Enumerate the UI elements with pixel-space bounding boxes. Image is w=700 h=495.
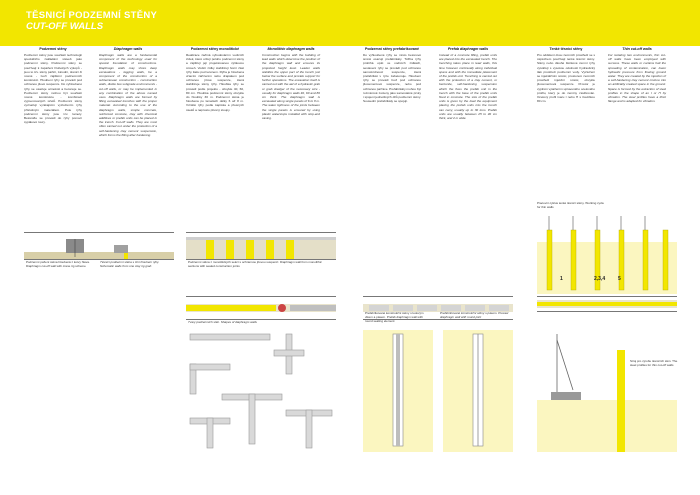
column-prefabrikovane <box>363 47 421 103</box>
diagram-joint-strip <box>186 296 336 320</box>
diagram-crane-rig <box>24 232 174 260</box>
column-monoliticke <box>186 47 244 112</box>
caption-prefab-round: Prefabrikované konstrukční stěny s kulovým vlkem a pásem. Prefab diaphragm wall with round sealing element <box>365 311 424 323</box>
diagram-wall-shapes <box>186 330 336 452</box>
page-subtitle: CUT-OFF WALLS <box>26 21 104 32</box>
column-heading: Thin cut-off walls <box>622 47 652 51</box>
column-text: Podzemní stěny jsou součástí technologií speciálního zakládání staveb jako podzemní stěny. Podzemní stěny se používají k zapažení hlubokých výkopů - jsou to tzv. stěny pažicí, zárodní, těsnicí či nosné - tvoří zajištění podzemních konstrukcí. Hloubení rýhy se provádí pod ochranou jílové suspenze. Do vyhloubené rýhy se osazuje armokoš a betonuje se. Podzemní stěny mohou být součástí nosné konstrukce - kombinaci vyjmenovaných účelů. Podzemní stěny vyznačují vynikajícím vyztužením rýhy příslušným materiálem. Pole rýhy podzemní stěny jsou tzv. lamely. Betonáže se provádí do rýhy pomocí sypákové roury. <box>24 52 82 125</box>
page-title: TĚSNICÍ PODZEMNÍ STĚNY <box>26 10 158 21</box>
diagram-monolithic-panels <box>186 232 336 260</box>
column-monolithic <box>262 47 320 120</box>
caption-crane-rig: Podzemní pažení stěna hloubená z kotvy hlava. Diaphragm cut-off wall with crane rig scheme <box>26 260 90 268</box>
stage-label-5: 5 <box>618 276 621 282</box>
caption-shapes: Tvary podzemních stěn. Shapes of diaphragm walls <box>188 320 257 324</box>
caption-thin-steel: Stroj pro výrobu těsnících stěn. The steel profiles for thin cut-off walls <box>630 359 678 367</box>
column-heading: Diaphragm walls <box>113 47 143 51</box>
column-heading: Podzemní stěny prefabrikované <box>364 47 420 51</box>
column-heading: Monolithic diaphragm walls <box>267 47 315 51</box>
column-heading: Tenké těsnící stěny <box>549 47 583 51</box>
stage-label-1: 1 <box>560 276 563 282</box>
diagram-working-cycle <box>537 212 677 294</box>
column-text: For isolating two environments, thin cut-off walls have been employed with success. These walls or curtains halt the spreading of contamination, can lower hydraulic pressure from flowing ground water. They are created by the injection of a self-hardening clay cement mixture into an artificially created space in the ground. Space is formed by the extraction of steel profiles in the shape of an I or H by vibration. The steel profiles have a thick flange and is adapted for vibration. <box>608 52 666 104</box>
column-heading: Podzemní stěny monolitické <box>190 47 240 51</box>
diagram-prefab-sections <box>363 330 513 452</box>
column-text: Realizace začíná vybudováním vodících zídek, které určují polohu podzemní stěny a zajišťují její projektovanou výškovou úroveň. Vodicí zídky stabilizují horní část rýhy tlaku pod terénem. Rýha je hloubena vrtacím zařízením nebo drapákem pod ochranou jílové suspenze, která stabilizuje stěny rýhy. Hloubka rýhy se provádí podle projektu - obvykle 40, 60, 80 cm. Hloubka podzemní stěny obvykle do hloubky 30 m. Podzemní stěna je hloubena po lamelách délky 6 až 8 m. Vzniklé rýhy podle kapitola a přesných úseků a naprosto přesný sloupy. <box>186 52 244 112</box>
column-tenke <box>537 47 595 103</box>
caption-working-cycle: Pracovní cyklus tenké těsnící stěny. Working cycle for thin walls <box>537 201 604 209</box>
caption-monolithic: Podzemní stěna z monolitických sekcí s ochrannou jílovou suspenzí. Diaphragm wall from monolithic sections with sealed construction joints <box>188 260 322 268</box>
column-thin <box>608 47 666 103</box>
column-podzemni-steny <box>24 47 82 124</box>
column-heading: Prefab diaphragm walls <box>447 47 489 51</box>
caption-prefab-joint: Prefabrikované konstrukční stěny s pásem. Precast diaphragm wall with round joint <box>440 311 509 319</box>
stage-label-2-3-4: 2,3,4 <box>594 276 606 282</box>
caption-grab: Těsnicí podzemní stěna s činí hloubení rýhy. Schematic walls from one clay rig grab <box>100 260 160 268</box>
diagram-thin-wall-rig <box>537 330 677 452</box>
column-diaphragm-walls <box>99 47 157 137</box>
column-text: Pro oddělení dvou zemních prostředí se s úspěchem používají tenké těsnící stěny. Stěny nebo dlouhé štěrkové zemní rýhy vytvářejí s vysokou odolností hydraulický tlak prostředí podzemní vody. Vyztužení se injektážním směsí, prostorem zemních prostředí injekční směsí, obvykle jílocementová suspenze. Prostor je vyplněn vytažením upraveného ocelového profilu, který je do zeminy zavibrován. Ocelový profil tvaru I nebo H s tloušťkou 80 cm. <box>537 52 595 104</box>
column-text: Construction begins with the building of lead walls which determine the position of the diaphragm wall and ensures its projected height level. Leader walls stabilize the upper part of the trench just below the surface and provide support for further operations. The excavation itself is carried out with the aid of a hydraulic grab or grab dredger of the necessary size - usually for diaphragm walls 40, 60 and 80 cm thick. The diaphragm wall is excavated along single panels of 6 to 8 m. The water tightness of the joints between the single panels is ensured by using plastic waterstops installed with stop-end casing. <box>262 52 320 120</box>
column-heading: Podzemní stěny <box>39 47 67 51</box>
diagram-thin-strip <box>537 296 677 312</box>
column-text: Do vyhloubené rýhy se místo betonové směsi osazují prefabrikáty. Těžba rýhy probíhá opět ve vodících zídkách, sestavení rýhy se provádí pod ochranou samotvrdnoucí suspenze, která prefabrikát v rýze zabetonuje. Hloubení rýhy se provádí buď pod ochranou jílocementové suspenze, nebo pod ochranou pažnice. Prefabrikáty mohou být rozměrově zvoleny jako samostatné prvky i spojení jednotlivých dílů podzemní stěny. Sousední prefabrikáty se spojují. <box>363 52 421 104</box>
column-text: Diaphragm walls are a fundamental component of the technology used for special foundation of constructions. Diaphragm walls may shore deep excavations - lagging walls, be a component of the construction of a subterranean construction - construction walls, divide two subgrade environments - cut-off walls, or may be implemented in any combination of the above named uses. Diaphragm walls are formed by filling excavated trenches with the proper material. According to the use of the diaphragm walls, simple concrete, reinforced concrete, clay with chemical additives or prefab units can be placed in the trench. Cut-off walls. They are most often carried out under the protection of a self-hardening clay cement suspension, which forms the filling after hardening. <box>99 52 157 137</box>
header-band <box>0 0 700 46</box>
column-prefab <box>439 47 497 120</box>
column-text: Instead of a concrete filling, prefab units are placed into the excavated trench. The trenching takes place in lead walls, this time however continually along individual spans and with the immediate placement of the prefab unit. Trenching is carried out with the protection of a clay cement, or bentonite, self-hardening suspension which the fixes the prefab unit in the trench with the base of the prefab units fixed in concrete. The size of the prefab units is given by the load the equipment placing the prefab units into the trench can carry, usually up to 30 tons. Prefab units are usually between 25 to 40 cm thick, and 2 m wide. <box>439 52 497 120</box>
